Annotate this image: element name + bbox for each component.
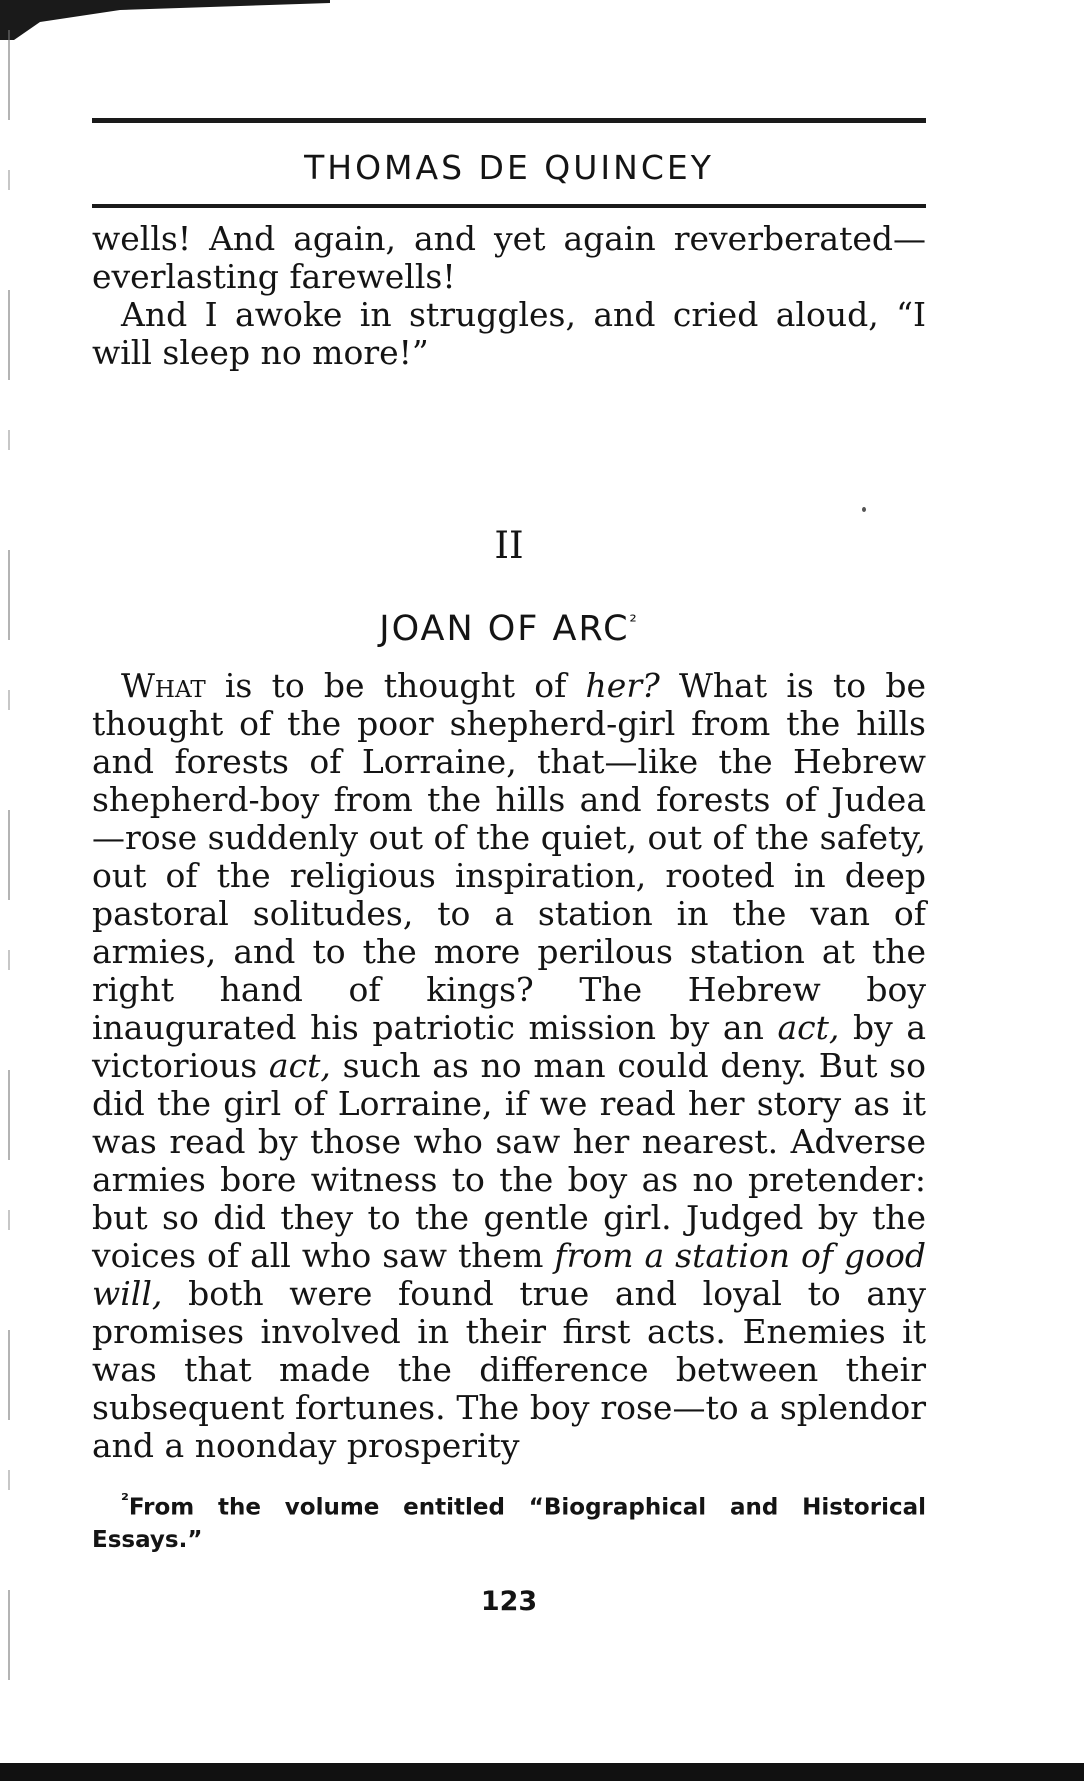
body-italic-segment: her? — [585, 666, 660, 705]
header-rule-bottom — [92, 204, 926, 208]
chapter-footnote-marker: ² — [629, 611, 639, 633]
body-text-segment: both were found true and loyal to any promises involved in their first acts. Enemies it was that made the difference between their subsequent fortunes. The boy rose—to a splendor and a noonday prosperity — [92, 1274, 926, 1465]
body-italic-segment: act, — [268, 1046, 331, 1085]
previous-section-closing-paragraph: And I awoke in struggles, and cried aloud, “I will sleep no more!” — [92, 295, 926, 372]
chapter-title-text: JOAN OF ARC — [379, 609, 630, 649]
footnote-marker: ² — [121, 1490, 129, 1511]
body-text-segment: such as no man could deny. But so did the girl of Lorraine, if we read her story as it was read by those who saw her nearest. Adverse armies bore witness to the boy as no pretender: but so did they to the gentle girl. Judged by the voices of all who saw them — [92, 1046, 926, 1275]
chapter-number: II — [494, 524, 524, 567]
body-italic-segment: act, — [777, 1008, 840, 1047]
page-number: 123 — [480, 1585, 538, 1617]
running-head: THOMAS DE QUINCEY — [304, 148, 714, 187]
book-page — [92, 118, 926, 1617]
body-italic-segment: from a station of good will, — [92, 1236, 927, 1313]
body-paragraph — [92, 667, 926, 1465]
footnote — [92, 1485, 926, 1556]
header-rule-top — [92, 118, 926, 123]
body-text-segment: is to be thought of — [205, 666, 586, 705]
scan-left-edge — [8, 30, 10, 1730]
scan-bottom-edge — [0, 1763, 1084, 1781]
footnote-text: From the volume entitled “Biographical and Historical Essays.” — [92, 1494, 926, 1553]
body-text-segment: by a victorious — [92, 1008, 926, 1085]
opening-word: What — [121, 666, 206, 705]
body-text-segment: What is to be thought of the poor shepherd-girl from the hills and forests of Lorraine, that—like the Hebrew shepherd-boy from the hills and forests of Judea —rose suddenly out of the quiet, out of the safety, out of the religious inspiration, rooted in deep pastoral solitudes, to a station in the van of armies, and to the more perilous station at the right hand of kings? The Hebrew boy inaugurated his patriotic mission by an — [92, 666, 926, 1047]
scan-corner-mark — [0, 0, 330, 40]
chapter-title — [92, 609, 926, 649]
previous-section-paragraph: wells! And again, and yet again reverberated—everlasting farewells! — [92, 219, 926, 296]
